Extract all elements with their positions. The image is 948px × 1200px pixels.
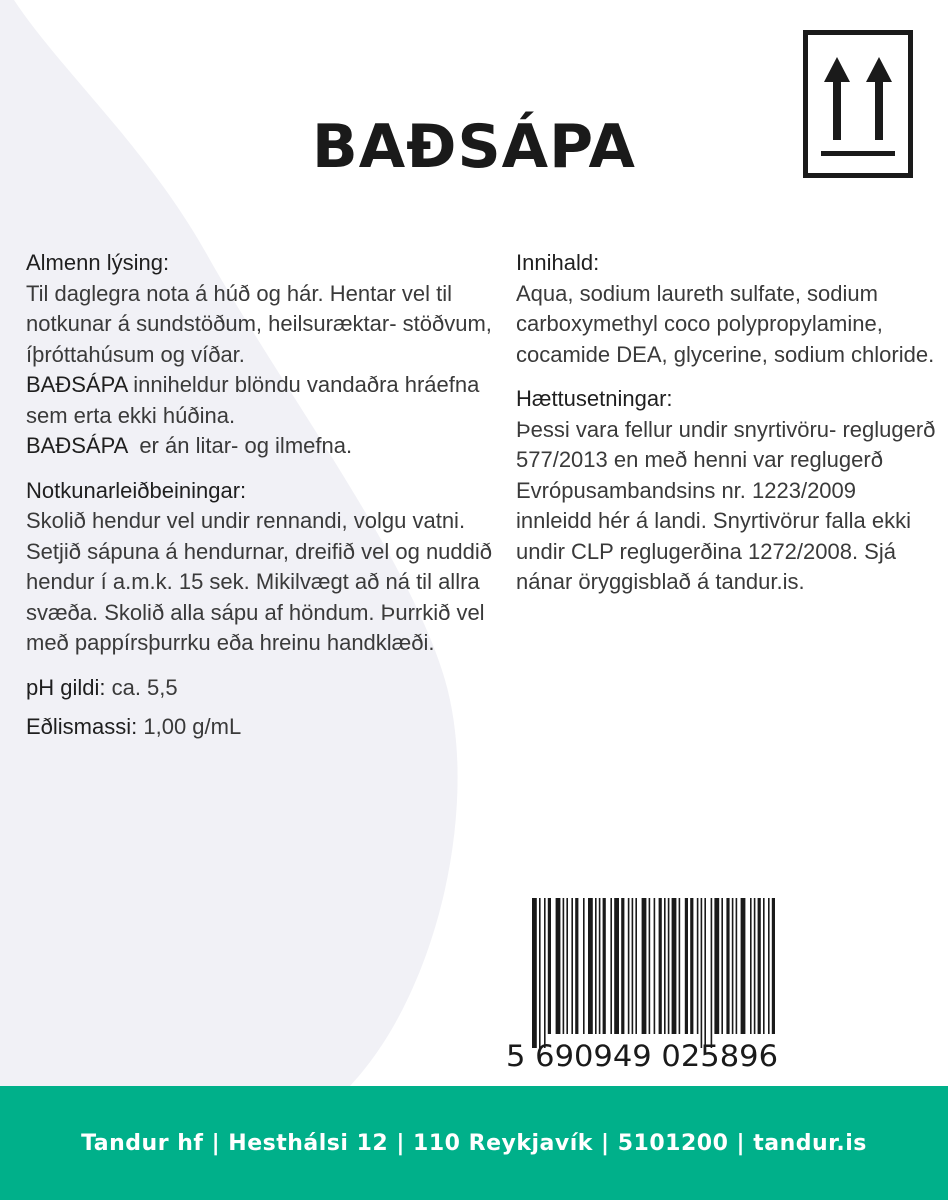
density-label: Eðlismassi: [26, 714, 138, 739]
barcode-bar [571, 898, 573, 1034]
barcode-bar [642, 898, 647, 1034]
barcode-bar [736, 898, 738, 1034]
footer-contact: Tandur hf | Hesthálsi 12 | 110 Reykjavík | 5101200 | tandur.is [81, 1130, 867, 1156]
barcode-number: 5 690949 025896 [506, 1039, 778, 1072]
usage-text: Skolið hendur vel undir rennandi, volgu vatni. Setjið sápuna á hendurnar, dreifið vel og nuddið hendur í a.m.k. 15 sek. Mikilvægt að ná til allra svæða. Skolið alla sápu af höndum. Þurrkið vel með pappírsþurrku eða hreinu handklæði. [26, 508, 493, 655]
barcode [506, 898, 782, 1072]
barcode-bar [632, 898, 634, 1034]
barcode-bar [583, 898, 585, 1034]
hazards-section [516, 384, 936, 598]
general-description-text: Til daglegra nota á húð og hár. Hentar vel til notkunar á sundstöðum, heilsuræktar- stöðvum, íþróttahúsum og víðar. [26, 280, 492, 367]
this-way-up-icon [803, 30, 913, 178]
barcode-bar [603, 898, 606, 1034]
usage-section [26, 476, 501, 659]
barcode-bar [711, 898, 713, 1048]
barcode-bar [690, 898, 693, 1034]
barcode-bar [588, 898, 593, 1034]
barcode-bar [721, 898, 723, 1034]
barcode-bar [672, 898, 677, 1034]
barcode-bar [614, 898, 619, 1034]
brand-name: BAÐSÁPA [26, 372, 128, 397]
brand-statement-2-text: er án litar- og ilmefna. [127, 433, 353, 458]
barcode-bar [741, 898, 746, 1034]
barcode-bar [649, 898, 651, 1034]
general-description-heading: Almenn lýsing: [26, 250, 170, 275]
ph-label: pH gildi: [26, 674, 106, 700]
density-value: 1,00 g/mL [137, 714, 242, 739]
barcode-bar [754, 898, 756, 1034]
hazards-heading: Hættusetningar: [516, 386, 673, 411]
barcode-bar [532, 898, 537, 1048]
barcode-bar [621, 898, 624, 1034]
density-line [26, 712, 501, 743]
barcode-bar [659, 898, 662, 1034]
usage-heading: Notkunarleiðbeiningar: [26, 477, 247, 503]
brand-statement-1-text: inniheldur blöndu vandaðra hráefna sem erta ekki húðina. [26, 372, 480, 428]
barcode-bar [697, 898, 699, 1034]
barcode-bar [750, 898, 752, 1034]
barcode-bar [664, 898, 666, 1034]
barcode-bar [732, 898, 734, 1034]
barcode-bar [575, 898, 578, 1034]
barcode-bar [763, 898, 765, 1034]
brand-statement-2 [26, 431, 501, 462]
hazards-text: Þessi vara fellur undir snyrtivöru- reglugerð 577/2013 en með henni var reglugerð Evrópusambandsins nr. 1223/2009 innleidd hér á landi. Snyrtivörur falla ekki undir CLP reglugerðina 1272/2008. Sjá nánar öryggisblað á tandur.is. [516, 416, 936, 594]
barcode-bar [768, 898, 770, 1034]
barcode-bar [714, 898, 719, 1034]
ingredients-section [516, 248, 936, 370]
barcode-bar [704, 898, 706, 1048]
ingredients-heading: Innihald: [516, 250, 600, 275]
barcode-bar [668, 898, 670, 1034]
barcode-bar [685, 898, 688, 1034]
barcode-bar [595, 898, 597, 1034]
barcode-bar [726, 898, 729, 1034]
barcode-bar [679, 898, 681, 1034]
brand-name: BAÐSÁPA [26, 433, 128, 458]
barcode-bar [628, 898, 630, 1034]
barcode-bar [610, 898, 612, 1034]
barcode-bar [758, 898, 761, 1034]
barcode-bar [772, 898, 775, 1034]
ph-value-line [26, 673, 501, 704]
barcode-bar [548, 898, 551, 1034]
footer-bar [0, 1086, 948, 1200]
ingredients-text: Aqua, sodium laureth sulfate, sodium carboxymethyl coco polypropylamine, cocamide DEA, glycerine, sodium chloride. [516, 280, 935, 367]
barcode-bar [599, 898, 601, 1034]
product-title: BAÐSÁPA [312, 112, 636, 182]
barcode-bars [532, 898, 775, 1048]
barcode-bar [556, 898, 561, 1034]
right-column [516, 248, 936, 612]
barcode-bar [563, 898, 565, 1034]
general-description-section [26, 248, 501, 462]
barcode-bar [701, 898, 703, 1048]
barcode-bar [566, 898, 568, 1034]
barcode-bar [654, 898, 656, 1034]
barcode-bar [539, 898, 541, 1048]
barcode-bar [635, 898, 637, 1034]
barcode-bar [544, 898, 546, 1048]
brand-statement-1 [26, 370, 501, 431]
ph-value: ca. 5,5 [105, 674, 178, 700]
left-column [26, 248, 501, 752]
